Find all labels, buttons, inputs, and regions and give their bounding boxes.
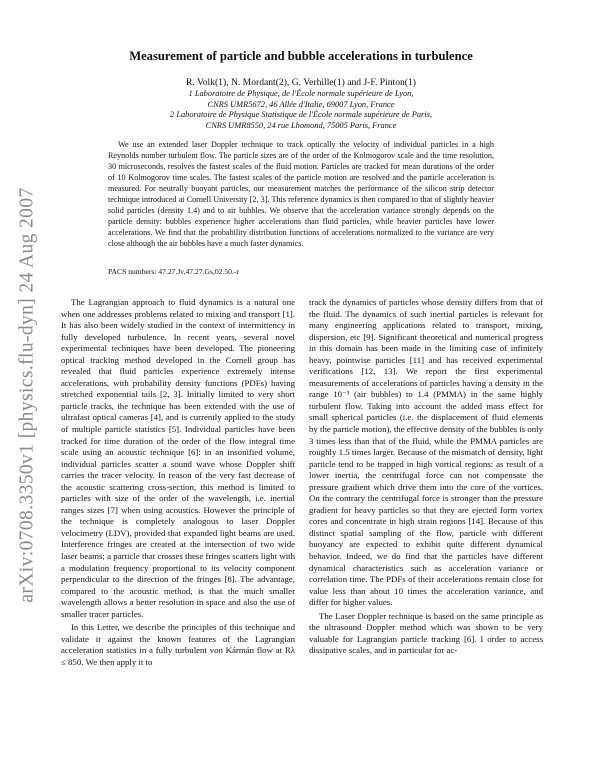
right-column [309, 297, 543, 657]
body-paragraph: In this Letter, we describe the principles of this technique and validate it against the known features of the Lagrangian acceleration statistics in a fully turbulent von Kármán flow at Rλ ≤ 850. We then apply it to [61, 622, 295, 667]
affiliation-2-line-2: CNRS UMR8550, 24 rue Lhomond, 75005 Paris, France [205, 121, 397, 130]
affiliation-1-line-1: 1 Laboratoire de Physique, de l'École normale supérieure de Lyon, [188, 89, 414, 98]
body-paragraph: The Lagrangian approach to fluid dynamics is a natural one when one addresses problems related to mixing and transport [1]. It has also been widely studied in the context of intermittency in fully developed turbulence. In recent years, several novel experimental techniques have been developed. The pioneering optical tracking method developed in the Cornell group has revealed that fluid particles experience extremely intense accelerations, with probability density functions (PDFs) having stretched exponential tails [2, 3]. Initially limited to very short particle tracks, the technique has been extended with the use of ultrafast optical cameras [4], and is currently applied to the study of multiple particle statistics [5]. Individual particles have been tracked for time duration of the order of the flow integral time scale using an acoustic technique [6]: in an insonified volume, individual particles scatter a sound wave whose Doppler shift carries the tracer velocity. In reason of the very fast decrease of the acoustic scattering cross-section, this method is limited to particles with size of the order of the wavelength, i.e. inertial ranges sizes [7] when using acoustics. However the principle of the technique is completely analogous to laser Doppler velocimetry (LDV), provided that expanded light beams are used. Interference fringes are created at the intersection of two wide laser beams; a particle that crosses these fringes scatters light with a modulation frequency proportional to its velocity component perpendicular to the direction of the fringes [8]. The advantage, compared to the acoustic method, is that the much smaller wavelength allows a better resolution in space and also the use of smaller tracer particles. [61, 297, 295, 619]
body-paragraph: track the dynamics of particles whose density differs from that of the fluid. The dynamics of such inertial particles is relevant for many engineering applications related to transport, mixing, dispersion, etc [9]. Significant theoretical and numerical progress in this domain has been made in the limiting case of infinitely heavy, pointwise particles [11] and has received experimental verifications [12, 13]. We report the first experimental measurements of accelerations of particles having a density in the range 10⁻³ (air bubbles) to 1.4 (PMMA) in the same highly turbulent flow. Taking into account the added mass effect for small spherical particles (i.e. the displacement of fluid elements by the particle motion), the effective density of the bubbles is only 3 times less than that of the fluid, while the PMMA particles are roughly 1.5 times larger. Because of the mismatch of density, light particle tend to be trapped in high vortical regions: as result of a lower inertia, the centrifugal force can not compensate the pressure gradient which drive them into the core of the vortices. On the contrary the centrifugal force is stronger than the pressure gradient for heavy particles so that they are ejected form vortex cores and concentrate in high strain regions [14]. Because of this distinct spatial sampling of the flow, particle with different buoyancy are expected to exhibit quite different dynamical behavior. Indeed, we do find that the particles have different dynamical characteristics such as acceleration variance or correlation time. The PDFs of their accelerations remain close for value less than about 10 times the acceleration variance, and differ for higher values. [309, 297, 543, 608]
arxiv-stamp-text: arXiv:0708.3350v1 [physics.flu-dyn] 24 Aug 2007 [17, 187, 39, 603]
paper-title: Measurement of particle and bubble accelerations in turbulence [129, 49, 473, 63]
left-column [61, 297, 295, 669]
pacs-numbers: PACS numbers: 47.27.Jv,47.27.Gs,02.50.-r [108, 267, 239, 276]
affiliation-2-line-1: 2 Laboratoire de Physique Statistique de l'École normale supérieure de Paris, [170, 110, 432, 119]
arxiv-stamp [8, 160, 48, 630]
abstract: We use an extended laser Doppler technique to track optically the velocity of individual particles in a high Reynolds number turbulent flow. The particle sizes are of the order of the Kolmogorov scale and the time resolution, 30 microseconds, resolves the fastest scales of the fluid motion. Particles are tracked for mean durations of the order of 10 Kolmogorov time scales. The fastest scales of the particle motion are resolved and the particle acceleration is measured. For neutrally buoyant particles, our measurement matches the performance of the silicon strip detector technique introduced at Cornell University [2, 3]. This reference dynamics is then compared to that of slightly heavier solid particles (density 1.4) and to air bubbles. We observe that the acceleration variance strongly depends on the particle density: bubbles experience higher accelerations than fluid particles, while heavier particles have lower accelerations. We find that the probability distribution functions of accelerations normalized to the variance are very close although the air bubbles have a much faster dynamics. [108, 140, 494, 248]
affiliation-1-line-2: CNRS UMR5672, 46 Allée d'Italie, 69007 Lyon, France [207, 100, 395, 109]
authors: R. Volk(1), N. Mordant(2), G. Verhille(1) and J-F. Pinton(1) [186, 77, 416, 88]
body-paragraph: The Laser Doppler technique is based on the same principle as the ultrasound Doppler method which was shown to be very valuable for Lagrangian particle tracking [6]. I order to access dissipative scales, and in particular for ac- [309, 610, 543, 656]
